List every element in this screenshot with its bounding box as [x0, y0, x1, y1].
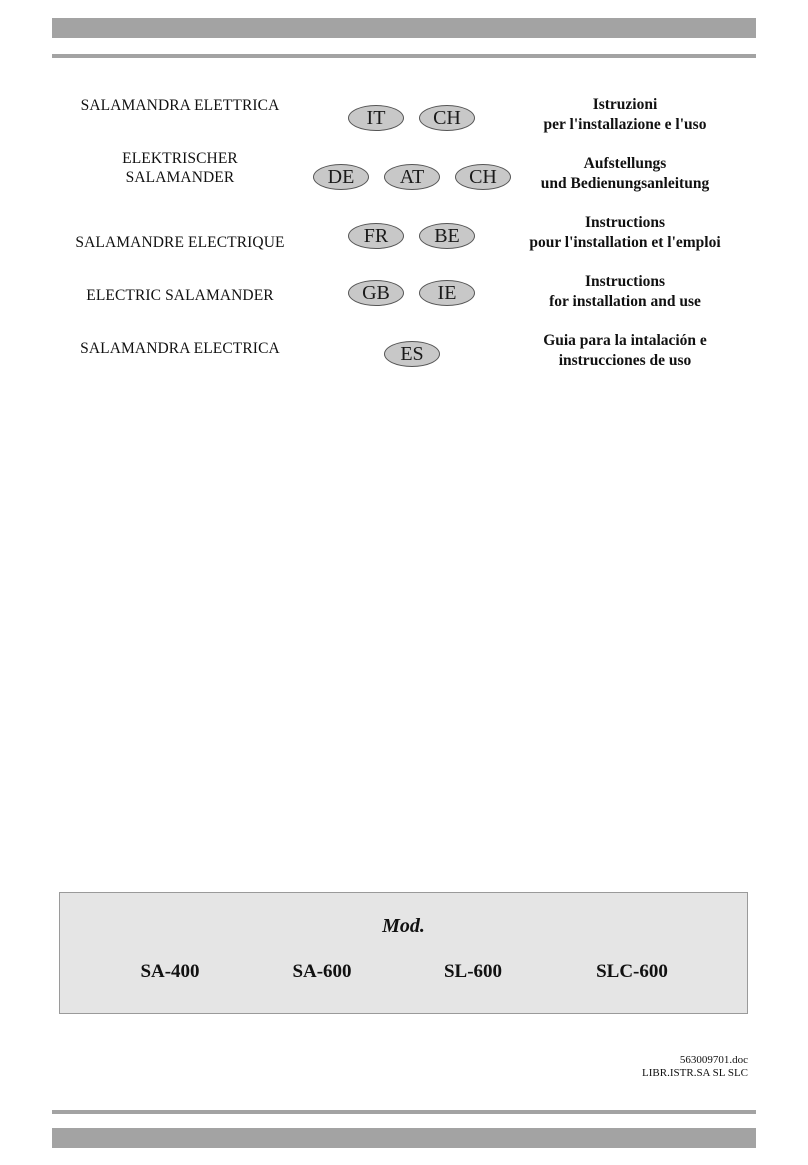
header-bar-thin	[52, 54, 756, 58]
country-badge-de: DE	[313, 164, 369, 190]
product-name	[60, 96, 300, 115]
product-name	[60, 233, 300, 252]
language-row-es	[0, 331, 808, 387]
manual-title	[505, 331, 745, 371]
product-name-line: SALAMANDRE ELECTRIQUE	[75, 234, 285, 251]
manual-title-line: und Bedienungsanleitung	[540, 175, 710, 192]
country-badge-ch: CH	[419, 105, 475, 131]
model-sa-400: SA-400	[140, 961, 200, 982]
language-row-fr	[0, 213, 808, 269]
manual-title-line: per l'installazione e l'uso	[543, 116, 707, 133]
language-row-gb	[0, 272, 808, 328]
country-badge-be: BE	[419, 223, 475, 249]
product-name-line: SALAMANDRA ELECTRICA	[80, 340, 280, 357]
country-badge-gb: GB	[348, 280, 404, 306]
models-label: Mod.	[382, 915, 425, 937]
manual-title-line: Instructions	[584, 214, 666, 231]
country-badge-es: ES	[384, 341, 440, 367]
language-row-it	[0, 95, 808, 151]
manual-title-line: pour l'installation et l'emploi	[529, 234, 721, 251]
country-badge-ch: CH	[455, 164, 511, 190]
models-box	[59, 892, 748, 1014]
manual-title-line: Istruzioni	[592, 96, 658, 113]
manual-title	[505, 95, 745, 135]
model-sl-600: SL-600	[443, 961, 503, 982]
manual-title-line: Guia para la intalación e	[543, 332, 707, 349]
product-name-line: SALAMANDRA ELETTRICA	[80, 97, 280, 114]
product-name	[60, 286, 300, 305]
language-row-de	[0, 149, 808, 205]
product-name-line: SALAMANDER	[125, 169, 235, 186]
manual-title-line: Aufstellungs	[583, 155, 667, 172]
manual-title-line: Instructions	[584, 273, 666, 290]
country-badge-fr: FR	[348, 223, 404, 249]
document-code: LIBR.ISTR.SA SL SLC	[642, 1067, 748, 1079]
product-name-line: ELECTRIC SALAMANDER	[86, 287, 274, 304]
document-reference	[448, 1054, 748, 1080]
manual-title	[505, 154, 745, 194]
product-name	[60, 339, 300, 358]
country-badge-ie: IE	[419, 280, 475, 306]
manual-title-line: for installation and use	[549, 293, 701, 310]
product-name-line: ELEKTRISCHER	[122, 150, 238, 167]
product-name	[60, 149, 300, 187]
country-badge-it: IT	[348, 105, 404, 131]
document-file-name: 563009701.doc	[679, 1054, 748, 1066]
model-sa-600: SA-600	[292, 961, 352, 982]
manual-title-line: instrucciones de uso	[558, 352, 692, 369]
manual-title	[505, 213, 745, 253]
header-bar-thick	[52, 18, 756, 38]
model-slc-600: SLC-600	[596, 961, 668, 982]
country-badge-at: AT	[384, 164, 440, 190]
footer-bar-thin	[52, 1110, 756, 1114]
footer-bar-thick	[52, 1128, 756, 1148]
manual-title	[505, 272, 745, 312]
